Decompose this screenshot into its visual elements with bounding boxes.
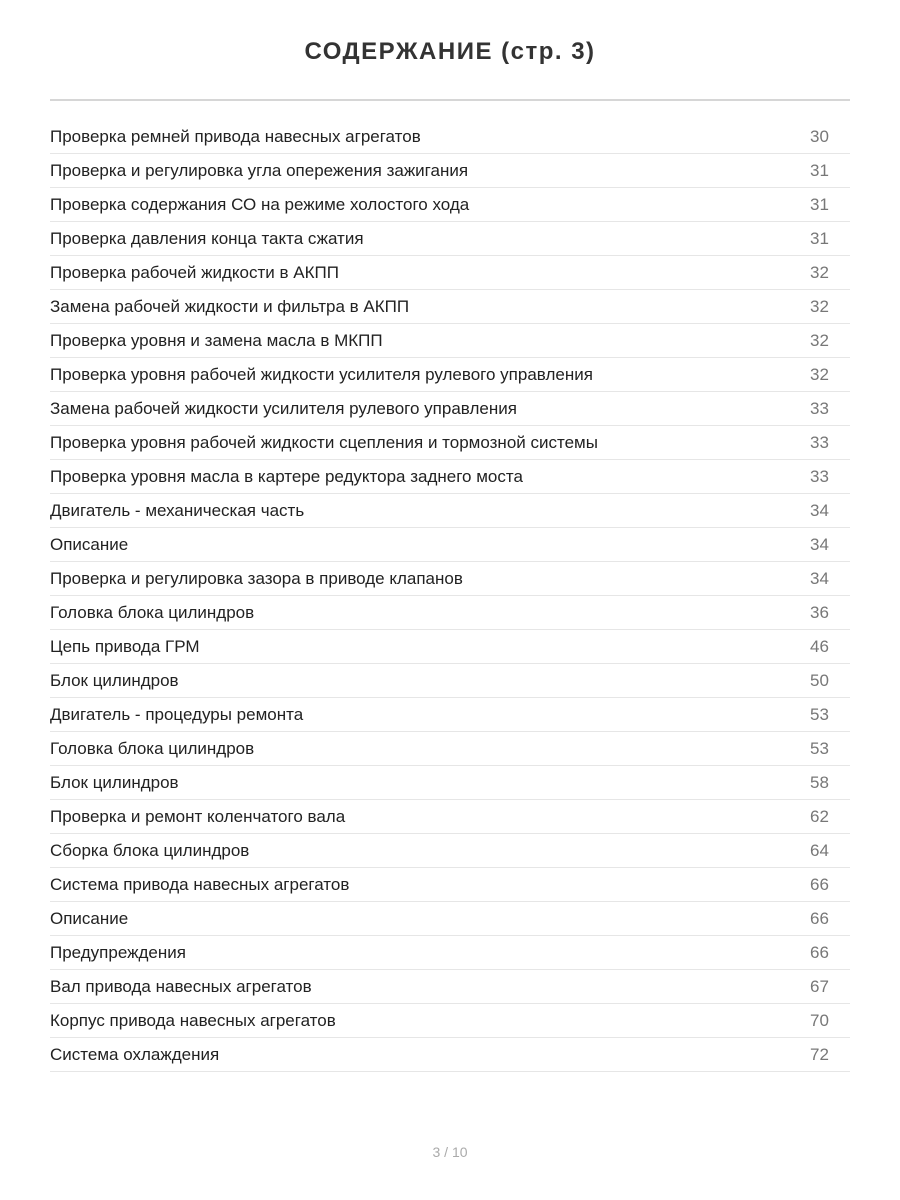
toc-entry-page-number: 34 <box>810 534 829 554</box>
toc-entry[interactable] <box>50 1004 850 1038</box>
toc-entry-page-number: 67 <box>810 976 829 996</box>
toc-entry-title: Сборка блока цилиндров <box>50 840 250 860</box>
toc-entry[interactable] <box>50 358 850 392</box>
toc-entry[interactable] <box>50 120 850 154</box>
toc-entry-title: Предупреждения <box>50 942 186 962</box>
toc-entry-title: Головка блока цилиндров <box>50 738 255 758</box>
toc-entry-title: Блок цилиндров <box>50 772 179 792</box>
toc-entry[interactable] <box>50 698 850 732</box>
toc-entry-page-number: 62 <box>810 806 829 826</box>
toc-entry[interactable] <box>50 766 850 800</box>
toc-entry-title: Проверка уровня рабочей жидкости сцепления и тормозной системы <box>50 432 598 452</box>
toc-entry-page-number: 36 <box>810 602 829 622</box>
toc-entry-page-number: 53 <box>810 738 829 758</box>
toc-entry-page-number: 31 <box>810 160 829 180</box>
toc-entry[interactable] <box>50 800 850 834</box>
toc-entry-title: Проверка ремней привода навесных агрегатов <box>50 126 421 146</box>
toc-entry-title: Описание <box>50 534 129 554</box>
toc-entry[interactable] <box>50 324 850 358</box>
toc-entry-title: Замена рабочей жидкости и фильтра в АКПП <box>50 296 410 316</box>
toc-entry-page-number: 33 <box>810 466 829 486</box>
toc-entry[interactable] <box>50 460 850 494</box>
toc-entry[interactable] <box>50 868 850 902</box>
toc-entry-title: Корпус привода навесных агрегатов <box>50 1010 336 1030</box>
toc-entry-page-number: 34 <box>810 500 829 520</box>
toc-entry-page-number: 32 <box>810 330 829 350</box>
toc-entry-page-number: 31 <box>810 194 829 214</box>
toc-entry-page-number: 66 <box>810 908 829 928</box>
title-divider <box>50 99 850 101</box>
toc-entry-title: Описание <box>50 908 129 928</box>
toc-entry-page-number: 34 <box>810 568 829 588</box>
toc-entry-page-number: 31 <box>810 228 829 248</box>
toc-entry-page-number: 32 <box>810 364 829 384</box>
toc-entry-page-number: 33 <box>810 432 829 452</box>
toc-entry-page-number: 50 <box>810 670 829 690</box>
toc-entry-title: Проверка и ремонт коленчатого вала <box>50 806 346 826</box>
toc-entry-title: Вал привода навесных агрегатов <box>50 976 312 996</box>
toc-entry[interactable] <box>50 970 850 1004</box>
toc-entry-title: Проверка давления конца такта сжатия <box>50 228 364 248</box>
toc-entry-title: Двигатель - механическая часть <box>50 500 305 520</box>
toc-entry[interactable] <box>50 902 850 936</box>
toc-entry[interactable] <box>50 562 850 596</box>
toc-entry[interactable] <box>50 596 850 630</box>
toc-entry-page-number: 30 <box>810 126 829 146</box>
toc-entry[interactable] <box>50 188 850 222</box>
toc-entry[interactable] <box>50 936 850 970</box>
toc-entry-title: Блок цилиндров <box>50 670 179 690</box>
toc-entry[interactable] <box>50 834 850 868</box>
toc-entry[interactable] <box>50 494 850 528</box>
page-counter: 3 / 10 <box>432 1144 468 1160</box>
toc-entry-title: Цепь привода ГРМ <box>50 636 200 656</box>
toc-entry-title: Проверка уровня масла в картере редуктора заднего моста <box>50 466 523 486</box>
toc-entry-page-number: 53 <box>810 704 829 724</box>
toc-entry-page-number: 66 <box>810 874 829 894</box>
toc-entry-page-number: 64 <box>810 840 829 860</box>
toc-entry-title: Двигатель - процедуры ремонта <box>50 704 304 724</box>
toc-entry-page-number: 32 <box>810 262 829 282</box>
toc-entry-page-number: 72 <box>810 1044 829 1064</box>
toc-entry[interactable] <box>50 290 850 324</box>
toc-entry[interactable] <box>50 630 850 664</box>
toc-entry[interactable] <box>50 732 850 766</box>
toc-list <box>50 120 850 1072</box>
toc-entry-title: Проверка рабочей жидкости в АКПП <box>50 262 339 282</box>
toc-entry-title: Проверка и регулировка угла опережения зажигания <box>50 160 469 180</box>
toc-entry[interactable] <box>50 154 850 188</box>
toc-entry-title: Проверка содержания СО на режиме холостого хода <box>50 194 470 214</box>
toc-entry-page-number: 70 <box>810 1010 829 1030</box>
toc-entry[interactable] <box>50 1038 850 1072</box>
toc-entry-page-number: 32 <box>810 296 829 316</box>
toc-entry-page-number: 66 <box>810 942 829 962</box>
toc-entry-title: Головка блока цилиндров <box>50 602 255 622</box>
toc-entry-title: Система привода навесных агрегатов <box>50 874 350 894</box>
toc-entry-title: Проверка и регулировка зазора в приводе клапанов <box>50 568 463 588</box>
toc-entry-page-number: 33 <box>810 398 829 418</box>
toc-entry-page-number: 46 <box>810 636 829 656</box>
toc-entry[interactable] <box>50 256 850 290</box>
toc-entry[interactable] <box>50 664 850 698</box>
toc-entry[interactable] <box>50 392 850 426</box>
page-title: СОДЕРЖАНИЕ (стр. 3) <box>304 38 596 65</box>
toc-entry-title: Замена рабочей жидкости усилителя рулевого управления <box>50 398 517 418</box>
toc-entry-title: Проверка уровня рабочей жидкости усилителя рулевого управления <box>50 364 593 384</box>
toc-entry[interactable] <box>50 528 850 562</box>
toc-entry[interactable] <box>50 222 850 256</box>
toc-entry-title: Система охлаждения <box>50 1044 220 1064</box>
toc-entry-page-number: 58 <box>810 772 829 792</box>
toc-entry-title: Проверка уровня и замена масла в МКПП <box>50 330 383 350</box>
toc-entry[interactable] <box>50 426 850 460</box>
